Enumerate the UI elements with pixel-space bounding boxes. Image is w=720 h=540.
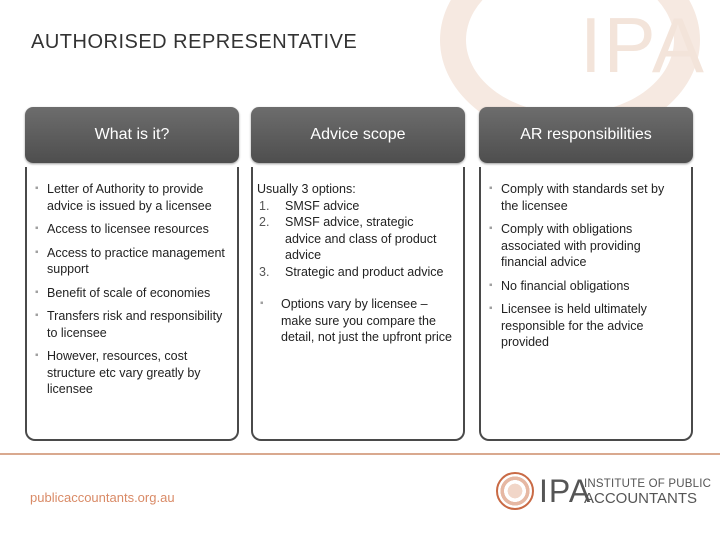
ipa-seal-icon <box>496 472 534 510</box>
options-list <box>257 198 453 281</box>
column-body <box>479 167 693 441</box>
list-item: ▪ Comply with obligations associated with providing financial advice <box>485 221 685 271</box>
list-item: ▪ However, resources, cost structure etc vary greatly by licensee <box>31 348 231 398</box>
scope-note: ▪ Options vary by licensee – make sure you compare the detail, not just the upfront price <box>257 296 453 346</box>
column-body <box>25 167 239 441</box>
bullet-list <box>31 181 231 398</box>
list-text: Strategic and product advice <box>285 264 444 279</box>
list-item: ▪ Transfers risk and responsibility to licensee <box>31 308 231 341</box>
list-item: ▪ Licensee is held ultimately responsible for the advice provided <box>485 301 685 351</box>
list-item: ▪ No financial obligations <box>485 278 685 295</box>
list-number: 2. <box>259 215 270 229</box>
list-item: ▪ Access to practice management support <box>31 245 231 278</box>
column-heading: Advice scope <box>251 107 465 163</box>
logo-subtitle <box>584 478 711 507</box>
list-number: 1. <box>259 198 270 213</box>
list-number: 3. <box>259 264 270 279</box>
list-item: ▪ Benefit of scale of economies <box>31 285 231 302</box>
logo-line-1: INSTITUTE OF PUBLIC <box>584 478 712 490</box>
column-heading: AR responsibilities <box>479 107 693 163</box>
watermark-text: IPA <box>580 1 706 89</box>
logo-ipa-text: IPA <box>539 473 592 509</box>
list-text: SMSF advice, strategic advice and class of product advice <box>285 215 437 262</box>
list-item: ▪ Letter of Authority to provide advice is issued by a licensee <box>31 181 231 214</box>
list-text: SMSF advice <box>285 198 360 213</box>
footer-url: publicaccountants.org.au <box>30 490 175 505</box>
advice-scope-content <box>257 181 453 346</box>
scope-intro: Usually 3 options: <box>257 182 356 196</box>
list-item <box>257 264 453 281</box>
list-item <box>257 198 453 215</box>
bullet-list <box>485 181 685 351</box>
slide-title: AUTHORISED REPRESENTATIVE <box>31 31 358 53</box>
column-heading: What is it? <box>25 107 239 163</box>
list-item <box>257 214 453 264</box>
footer-divider <box>0 453 720 455</box>
logo-line-2: ACCOUNTANTS <box>584 490 698 507</box>
list-item: ▪ Access to licensee resources <box>31 221 231 238</box>
column-body <box>251 167 465 441</box>
list-item: ▪ Comply with standards set by the licensee <box>485 181 685 214</box>
